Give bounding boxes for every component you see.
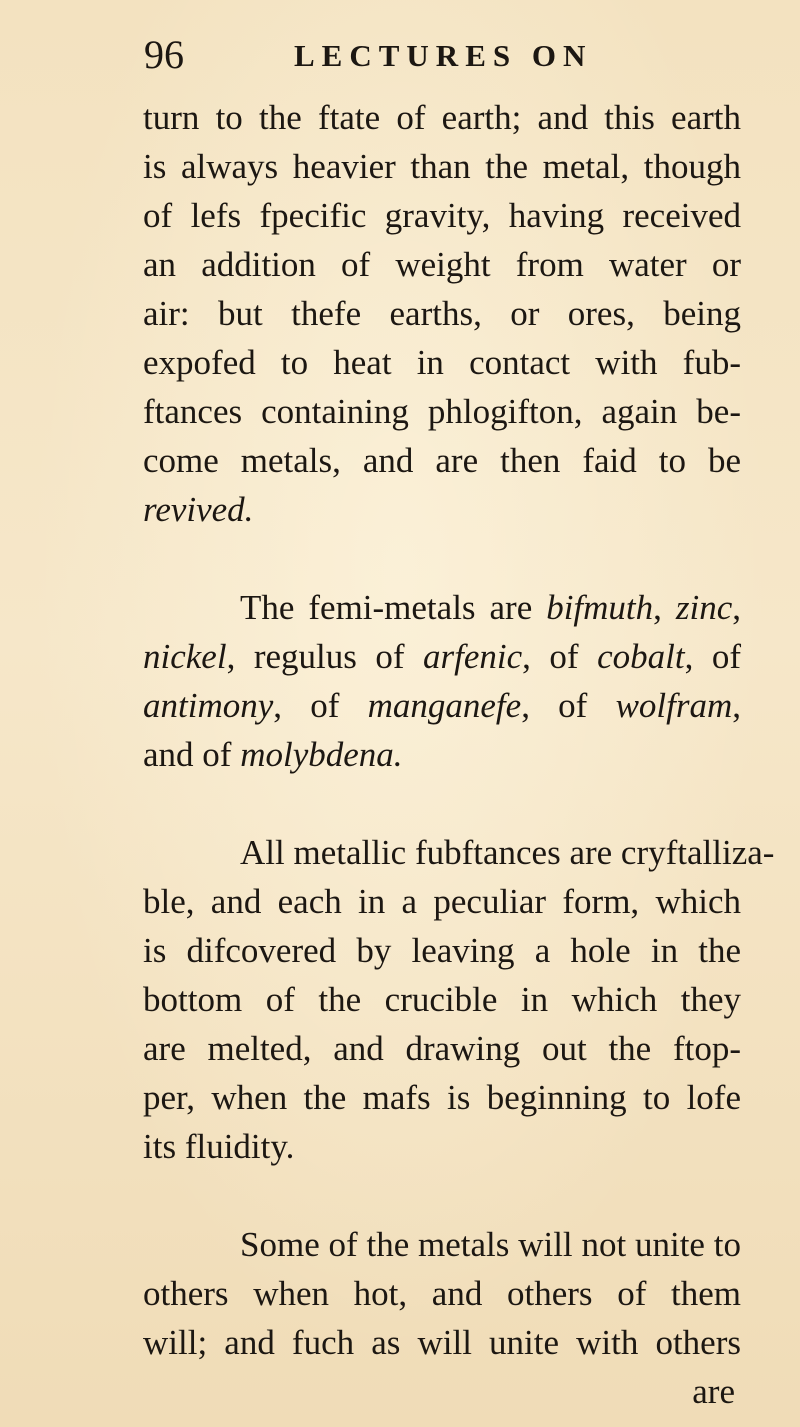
text-line: are melted, and drawing out the ftop- [143, 1029, 741, 1068]
paragraph-gap [143, 1171, 741, 1220]
page-number: 96 [144, 32, 184, 77]
text-run: cobalt [597, 637, 685, 676]
text-line: of lefs fpecific gravity, having received [143, 196, 741, 235]
text-line: will; and fuch as will unite with others [143, 1323, 741, 1362]
text-line: turn to the ftate of earth; and this earth [143, 98, 741, 137]
catchword: are [692, 1372, 735, 1411]
text-line [143, 681, 741, 730]
text-line: expofed to heat in contact with fub- [143, 343, 741, 382]
text-run: arfenic [423, 637, 523, 676]
text-run: , of [684, 637, 741, 676]
text-line: air: but thefe earths, or ores, being [143, 294, 741, 333]
text-run: The femi-metals are [240, 588, 547, 627]
text-run: , of [273, 686, 368, 725]
text-line: bottom of the crucible in which they [143, 980, 741, 1019]
text-line: an addition of weight from water or [143, 245, 741, 284]
text-line: All metallic fubftances are cryftalliza- [240, 833, 775, 872]
text-line: others when hot, and others of them [143, 1274, 741, 1313]
paragraph-gap [143, 779, 741, 828]
text-line: ftances containing phlogifton, again be- [143, 392, 741, 431]
body-text [143, 93, 775, 1416]
text-run: , [732, 686, 742, 725]
running-title: LECTURES ON [294, 38, 593, 73]
text-run: , of [521, 686, 616, 725]
text-line: is difcovered by leaving a hole in the [143, 931, 741, 970]
text-line: come metals, and are then faid to be [143, 441, 741, 480]
text-line: per, when the mafs is beginning to lofe [143, 1078, 741, 1117]
text-run: wolfram [615, 686, 733, 725]
paragraph-gap [143, 534, 741, 583]
running-head [144, 30, 744, 80]
text-line: is always heavier than the metal, though [143, 147, 741, 186]
text-run: bifmuth [546, 588, 654, 627]
text-run: , [653, 588, 676, 627]
text-run: , regulus of [226, 637, 424, 676]
text-run: manganefe [367, 686, 522, 725]
text-run: , of [522, 637, 598, 676]
text-line: ble, and each in a peculiar form, which [143, 882, 741, 921]
text-run: , [732, 588, 742, 627]
text-line: Some of the metals will not unite to [240, 1225, 741, 1264]
text-run: nickel [143, 637, 227, 676]
text-line: revived. [143, 490, 254, 529]
text-line [143, 730, 741, 779]
text-line [143, 632, 741, 681]
text-line [143, 583, 741, 632]
text-run: molybdena. [240, 735, 403, 774]
text-run: and of [143, 735, 241, 774]
text-line: its fluidity. [143, 1127, 295, 1166]
text-run: antimony [143, 686, 274, 725]
text-run: zinc [675, 588, 733, 627]
